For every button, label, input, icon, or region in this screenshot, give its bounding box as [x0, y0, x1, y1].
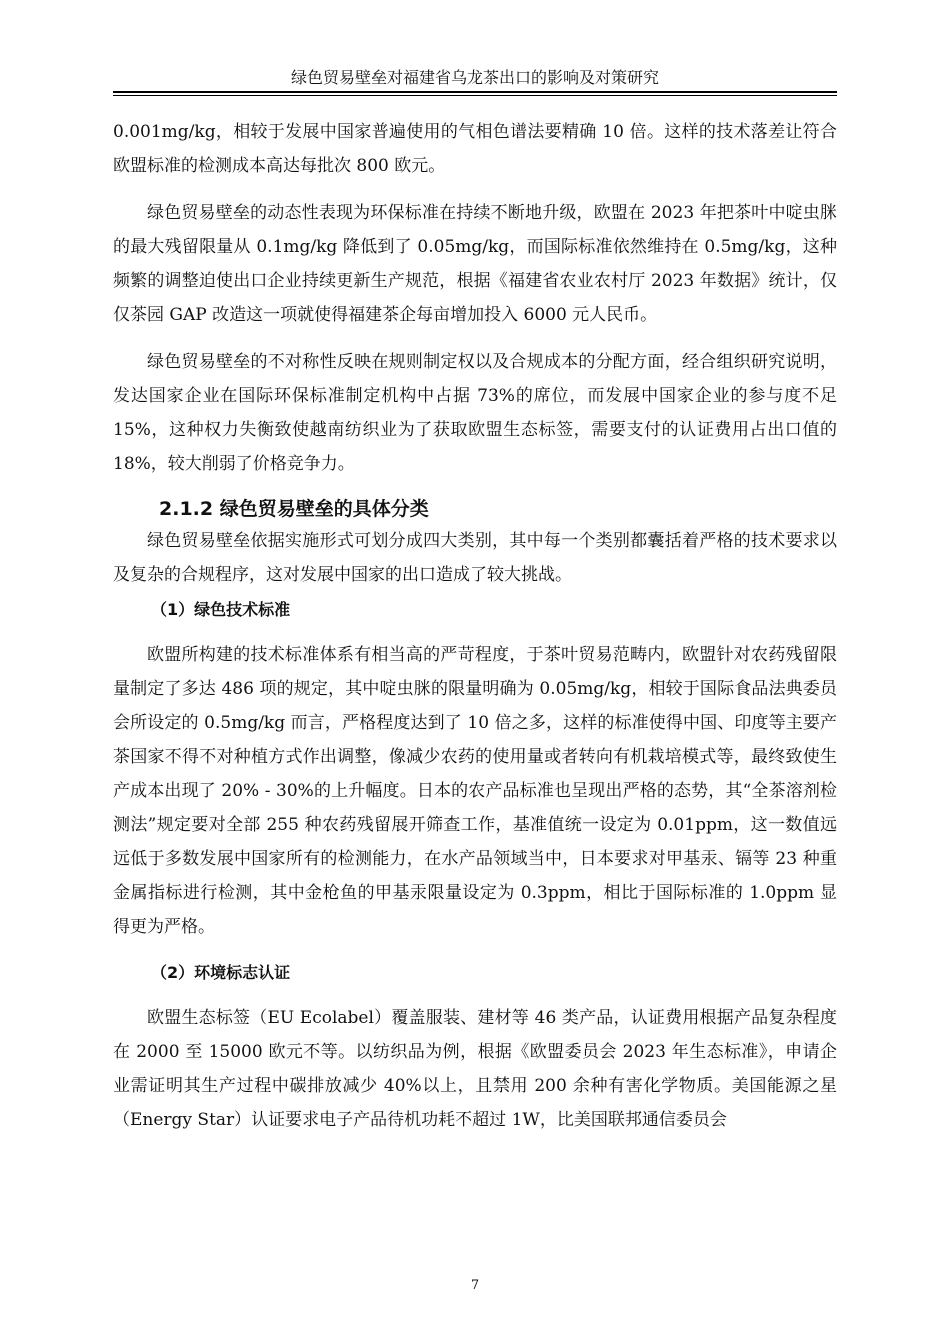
paragraph-classification-intro: 绿色贸易壁垒依据实施形式可划分成四大类别，其中每一个类别都囊括着严格的技术要求以及复杂的合规程序，这对发展中国家的出口造成了较大挑战。 [113, 531, 837, 585]
header-rule-thin [113, 95, 837, 96]
running-header-title: 绿色贸易壁垒对福建省乌龙茶出口的影响及对策研究 [290, 68, 659, 87]
subheading-environmental-labels: （2）环境标志认证 [151, 963, 291, 982]
section-heading: 2.1.2 绿色贸易壁垒的具体分类 [159, 498, 429, 520]
paragraph-dynamic-standards: 绿色贸易壁垒的动态性表现为环保标准在持续不断地升级，欧盟在 2023 年把茶叶中啶虫脒的最大残留限量从 0.1mg/kg 降低到了 0.05mg/kg，而国际标准依然维持在 0.5mg/kg，这种频繁的调整迫使出口企业持续更新生产规范，根据《福建省农业农村厅 2023 年数据》统计，仅仅茶园 GAP 改造这一项就使得福建茶企每亩增加投入 6000 元人民币。 [113, 203, 837, 325]
paragraph-asymmetry: 绿色贸易壁垒的不对称性反映在规则制定权以及合规成本的分配方面，经合组织研究说明，发达国家企业在国际环保标准制定机构中占据 73%的席位，而发展中国家企业的参与度不足 15%，这种权力失衡致使越南纺织业为了获取欧盟生态标签，需要支付的认证费用占出口值的 18%，较大削弱了价格竞争力。 [113, 352, 837, 474]
paragraph-technical-standards: 欧盟所构建的技术标准体系有相当高的严苛程度，于茶叶贸易范畴内，欧盟针对农药残留限量制定了多达 486 项的规定，其中啶虫脒的限量明确为 0.05mg/kg，相较于国际食品法典委员会所设定的 0.5mg/kg 而言，严格程度达到了 10 倍之多，这样的标准使得中国、印度等主要产茶国家不得不对种植方式作出调整，像减少农药的使用量或者转向有机栽培模式等，最终致使生产成本出现了 20% - 30%的上升幅度。日本的农产品标准也呈现出严格的态势，其“全茶溶剂检测法”规定要对全部 255 种农药残留展开筛查工作，基准值统一设定为 0.01ppm，这一数值远远低于多数发展中国家所有的检测能力，在水产品领域当中，日本要求对甲基汞、镉等 23 种重金属指标进行检测，其中金枪鱼的甲基汞限量设定为 0.3ppm，相比于国际标准的 1.0ppm 显得更为严格。 [113, 645, 837, 937]
paragraph-continuation: 0.001mg/kg，相较于发展中国家普遍使用的气相色谱法要精确 10 倍。这样的技术落差让符合欧盟标准的检测成本高达每批次 800 欧元。 [113, 122, 837, 176]
page-number: 7 [470, 1278, 480, 1293]
body-content [113, 115, 837, 1150]
subheading-green-technical-standards: （1）绿色技术标准 [151, 600, 291, 619]
paragraph-environmental-labels: 欧盟生态标签（EU Ecolabel）覆盖服装、建材等 46 类产品，认证费用根据产品复杂程度在 2000 至 15000 欧元不等。以纺织品为例，根据《欧盟委员会 2023 年生态标准》，申请企业需证明其生产过程中碳排放减少 40%以上，且禁用 200 余种有害化学物质。美国能源之星（Energy Star）认证要求电子产品待机功耗不超过 1W，比美国联邦通信委员会 [113, 1008, 837, 1130]
header-rule-thick [113, 91, 837, 93]
